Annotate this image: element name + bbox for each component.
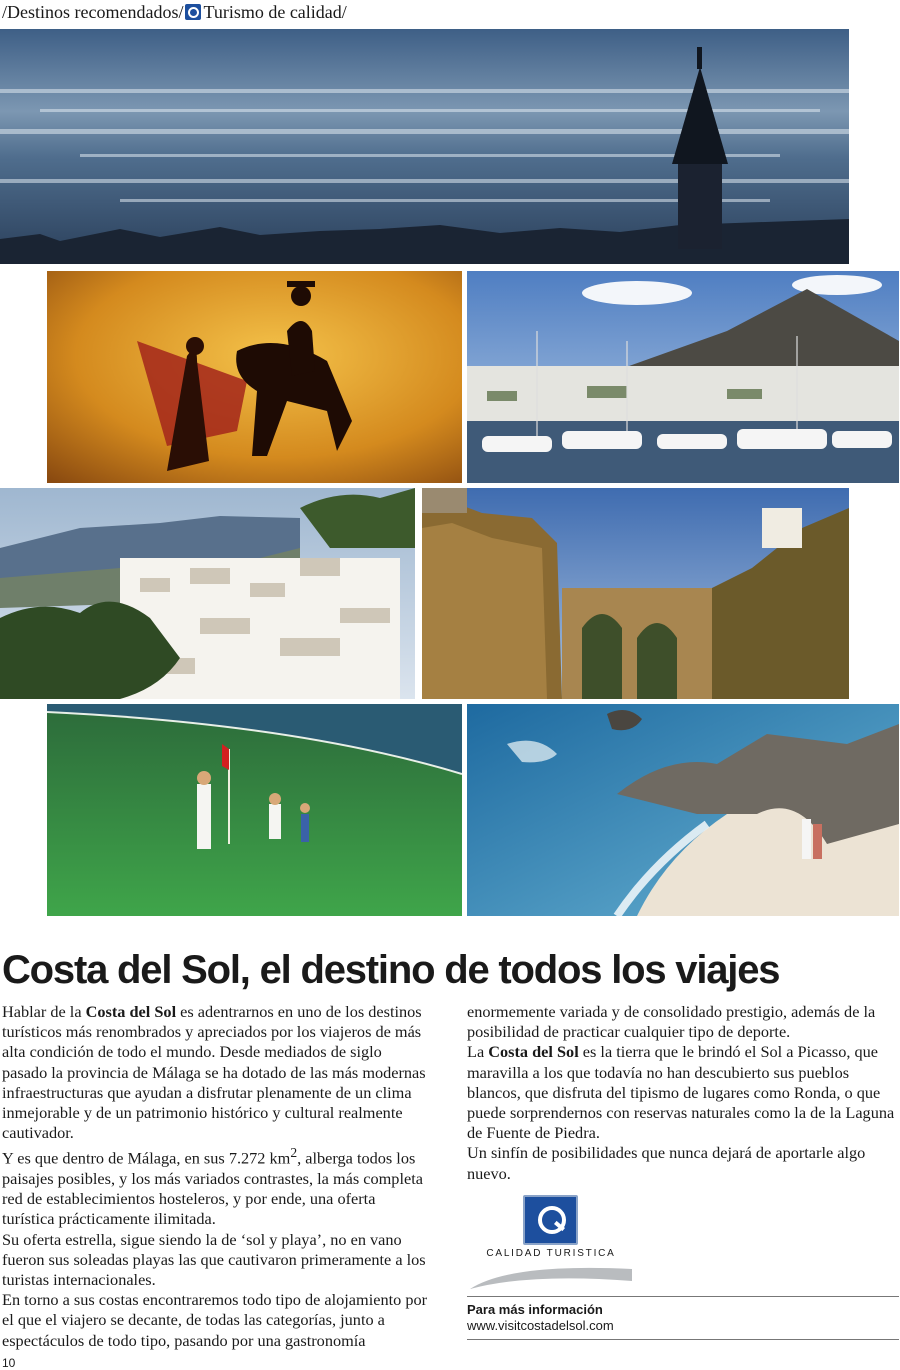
flamenco-horse-photo: [47, 271, 462, 483]
breadcrumb-subsection: Turismo de calidad/: [203, 2, 347, 22]
marina-mountain-photo: [467, 271, 899, 483]
article-column-left: [2, 1002, 430, 1351]
paragraph-text: es adentrarnos en uno de los destinos turísticos más renombrados y apreciados por los viajeros de más alta condición de todo el mundo. Desde mediados de siglo pasado la provincia de Málaga se ha dotado de las más modernas infraestructuras que ayudan a disfrutar plenamente de un clima inmejorable y de un patrimonio histórico y cultural realmente cautivador.: [2, 1002, 426, 1143]
rocky-beach-photo: [467, 704, 899, 916]
calidad-turistica-logo: [470, 1195, 632, 1290]
paragraph-text: La: [467, 1042, 489, 1062]
paragraph-text: , alberga todos los paisajes posibles, y los más variados contrastes, la más completa red de establecimientos hosteleros, y por ende, una oferta turística prácticamente ilimitada.: [2, 1148, 423, 1229]
white-village-photo: [0, 488, 415, 699]
ronda-bridge-photo: [422, 488, 849, 699]
q-quality-icon: [185, 4, 201, 20]
superscript: 2: [290, 1145, 298, 1161]
breadcrumb: [2, 0, 347, 24]
article-paragraph: En torno a sus costas encontraremos todo tipo de alojamiento por el que el viajero se decante, de todas las categorías, junto a espectáculos de todo tipo, pasando por una gastronomía: [2, 1290, 428, 1350]
sea-minaret-photo: [0, 29, 849, 264]
divider: [467, 1296, 899, 1297]
q-quality-icon: [523, 1195, 578, 1245]
info-url-link[interactable]: www.visitcostadelsol.com: [467, 1318, 614, 1333]
info-title: Para más información: [467, 1302, 603, 1317]
breadcrumb-section: /Destinos recomendados/: [2, 2, 184, 22]
brand-name: Costa del Sol: [85, 1002, 177, 1021]
article-paragraph: [2, 1143, 430, 1229]
logo-caption: CALIDAD TURISTICA: [486, 1248, 616, 1259]
paragraph-text: Y es que dentro de Málaga, en sus 7.272 km: [2, 1148, 291, 1168]
article-paragraph: [467, 1042, 899, 1143]
article-paragraph: Un sinfín de posibilidades que nunca dejará de aportarle algo nuevo.: [467, 1143, 866, 1183]
swoosh-icon: [470, 1261, 632, 1289]
paragraph-text: Hablar de la: [2, 1002, 86, 1021]
article-paragraph: enormemente variada y de consolidado prestigio, además de la posibilidad de practicar cualquier tipo de deporte.: [467, 1002, 876, 1042]
article-column-right: [467, 1002, 899, 1184]
page-number: 10: [2, 1356, 16, 1370]
article-paragraph: Su oferta estrella, sigue siendo la de ‘sol y playa’, no en vano fueron sus soleadas playas las que cautivaron primeramente a los turistas internacionales.: [2, 1229, 426, 1290]
brand-name: Costa del Sol: [488, 1042, 579, 1062]
golf-course-photo: [47, 704, 462, 916]
divider: [467, 1339, 899, 1340]
article-headline: Costa del Sol, el destino de todos los viajes: [2, 948, 780, 992]
article-paragraph: [2, 1002, 430, 1143]
paragraph-text: es la tierra que le brindó el Sol a Picasso, que maravilla a los que todavía no han descubierto sus pueblos blancos, que disfruta del tipismo de lugares como Ronda, o que puede sorprendernos con reservas naturales como la de la Laguna de Fuente de Piedra.: [467, 1042, 895, 1143]
